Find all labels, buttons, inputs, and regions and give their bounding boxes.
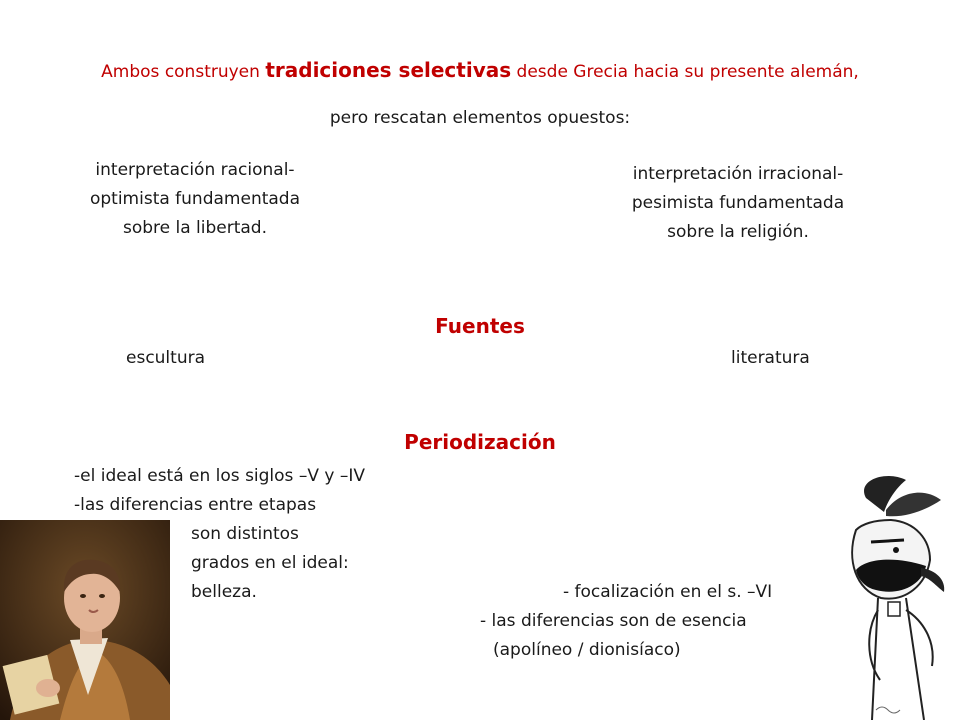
left-interp-line: sobre la libertad. bbox=[122, 218, 268, 238]
period-left-item: son distintos bbox=[191, 524, 299, 544]
left-interpretation bbox=[40, 156, 350, 243]
headline bbox=[0, 58, 960, 82]
subline: pero rescatan elementos opuestos: bbox=[329, 108, 631, 128]
periodizacion-title: Periodización bbox=[404, 430, 556, 454]
left-interp-line: optimista fundamentada bbox=[89, 189, 301, 209]
period-right-item: (apolíneo / dionisíaco) bbox=[493, 640, 681, 660]
headline-post: desde Grecia hacia su presente alemán, bbox=[511, 62, 859, 82]
headline-emphasis: tradiciones selectivas bbox=[265, 58, 512, 82]
fuentes-left: escultura bbox=[126, 348, 206, 368]
right-interpretation bbox=[583, 160, 893, 247]
portrait-winckelmann bbox=[0, 520, 170, 720]
right-interp-line: pesimista fundamentada bbox=[631, 193, 845, 213]
period-left-item: -las diferencias entre etapas bbox=[74, 495, 317, 515]
fuentes-right: literatura bbox=[731, 348, 810, 368]
caricature-nietzsche bbox=[826, 470, 960, 720]
fuentes-title: Fuentes bbox=[435, 314, 525, 338]
period-left-item: -el ideal está en los siglos –V y –IV bbox=[74, 466, 365, 486]
period-left-item: belleza. bbox=[191, 582, 257, 602]
headline-pre: Ambos construyen bbox=[101, 62, 266, 82]
right-interp-line: sobre la religión. bbox=[667, 222, 809, 242]
period-left-item: grados en el ideal: bbox=[191, 553, 349, 573]
period-right-item: - focalización en el s. –VI bbox=[563, 582, 773, 602]
right-interp-line: interpretación irracional- bbox=[632, 164, 844, 184]
period-right-item: - las diferencias son de esencia bbox=[480, 611, 747, 631]
left-interp-line: interpretación racional- bbox=[95, 160, 295, 180]
